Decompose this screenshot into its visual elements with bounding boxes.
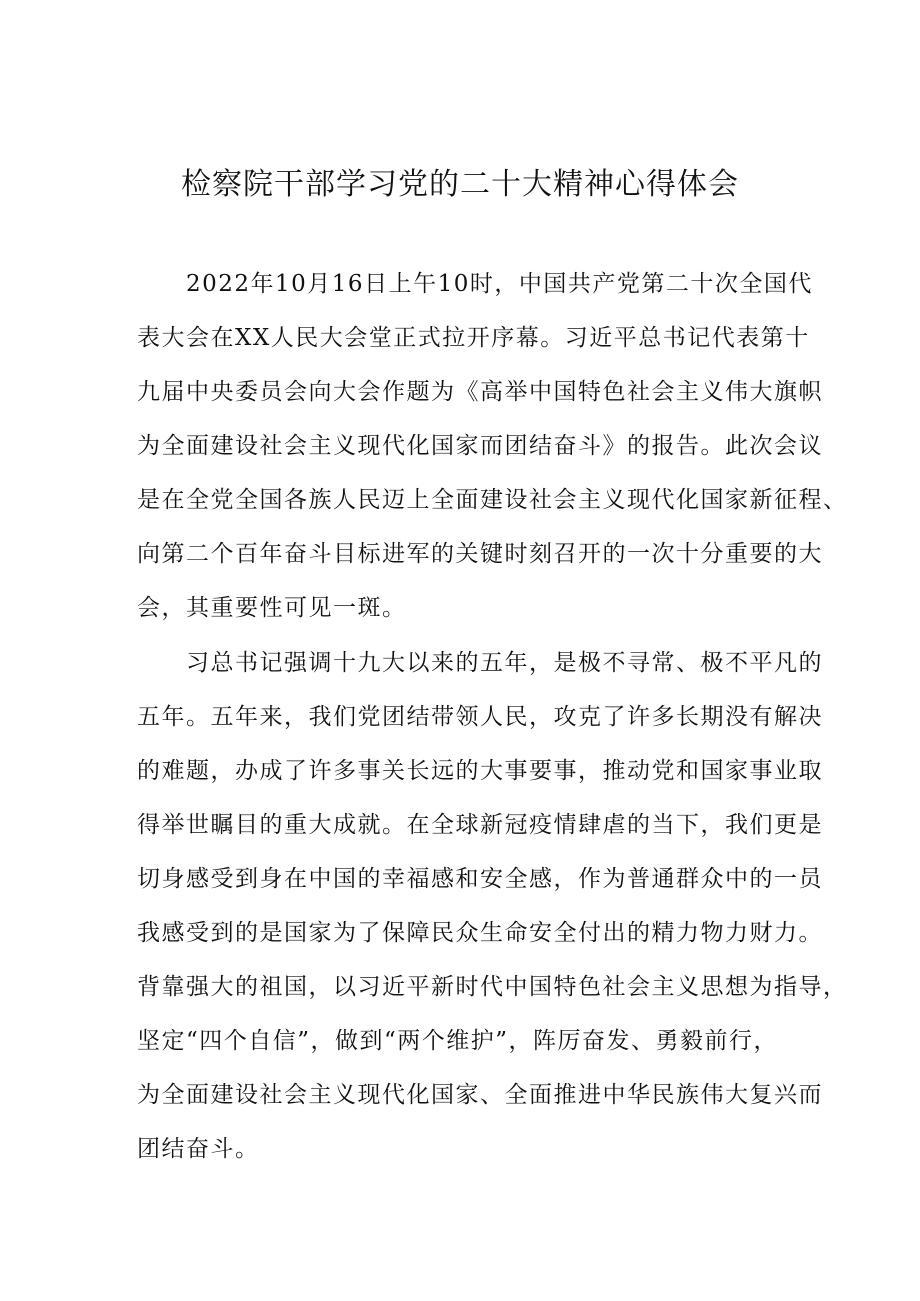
paragraph-1-line-1: 2022年10月16日上午10时，中国共产党第二十次全国代 — [186, 271, 813, 297]
paragraph-2-line-6: 我感受到的是国家为了保障民众生命安全付出的精力物力财力。 — [137, 920, 823, 946]
paragraph-1-line-7: 会，其重要性可见一斑。 — [137, 595, 407, 621]
paragraph-2-line-4: 得举世瞩目的重大成就。在全球新冠疫情肆虐的当下，我们更是 — [137, 812, 823, 838]
paragraph-2-line-9: 为全面建设社会主义现代化国家、全面推进中华民族伟大复兴而 — [137, 1082, 823, 1108]
paragraph-1-line-5: 是在全党全国各族人民迈上全面建设社会主义现代化国家新征程、 — [137, 487, 848, 513]
paragraph-2-line-2: 五年。五年来，我们党团结带领人民，攻克了许多长期没有解决 — [137, 704, 823, 730]
paragraph-2-line-10: 团结奋斗。 — [137, 1136, 260, 1162]
paragraph-2-line-3: 的难题，办成了许多事关长远的大事要事，推动党和国家事业取 — [137, 758, 823, 784]
paragraph-1-line-3: 九届中央委员会向大会作题为《高举中国特色社会主义伟大旗帜 — [137, 379, 823, 405]
paragraph-2-line-1: 习总书记强调十九大以来的五年，是极不寻常、极不平凡的 — [186, 650, 823, 676]
paragraph-2-line-8: 坚定“四个自信”，做到“两个维护”，阵厉奋发、勇毅前行， — [137, 1028, 779, 1054]
document-title: 检察院干部学习党的二十大精神心得体会 — [181, 167, 739, 202]
paragraph-1-line-6: 向第二个百年奋斗目标进军的关键时刻召开的一次十分重要的大 — [137, 541, 823, 567]
paragraph-1-line-4: 为全面建设社会主义现代化国家而团结奋斗》的报告。此次会议 — [137, 433, 823, 459]
paragraph-2-line-5: 切身感受到身在中国的幸福感和安全感，作为普通群众中的一员 — [137, 866, 823, 892]
paragraph-2-line-7: 背靠强大的祖国，以习近平新时代中国特色社会主义思想为指导， — [137, 974, 848, 1000]
paragraph-1-line-2: 表大会在XX人民大会堂正式拉开序幕。习近平总书记代表第十 — [137, 325, 810, 351]
